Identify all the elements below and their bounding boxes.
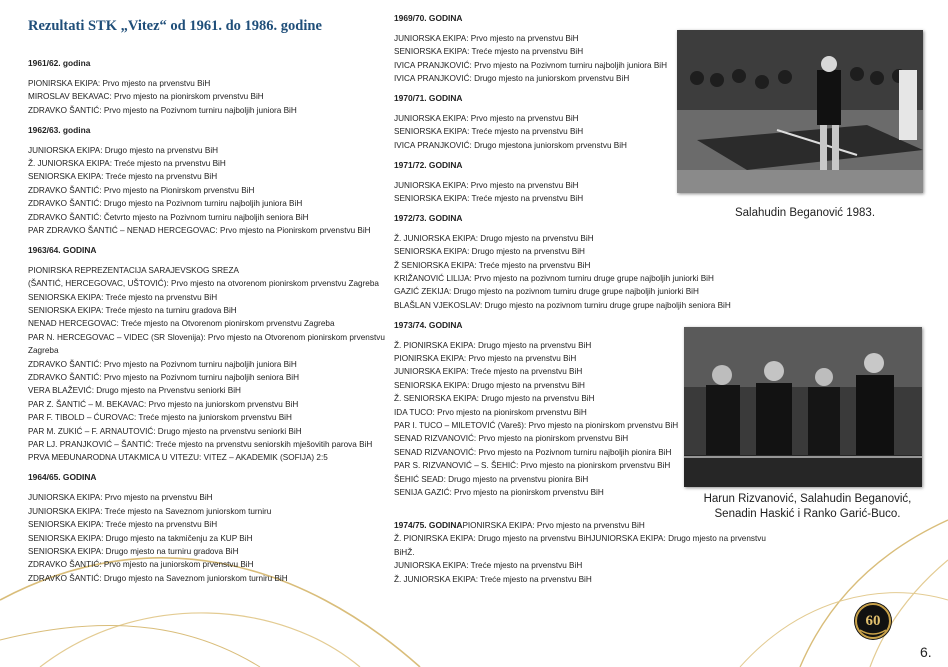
result-line: IVICA PRANJKOVIĆ: Drugo mjesto na juniorskom prvenstvu BiH [394,74,630,84]
season-heading: 1963/64. GODINA [28,244,97,255]
result-line: PAR S. RIZVANOVIĆ – S. ŠEHIĆ: Prvo mjesto na pionirskom prvenstvu BiH [394,461,671,471]
photo2-caption: Harun Rizvanović, Salahudin Beganović, Senadin Haskić i Ranko Garić-Buco. [703,493,912,520]
badge-number: 60 [865,613,881,629]
photo1-caption: Salahudin Beganović 1983. [734,207,876,219]
result-line: JUNIORSKA EKIPA: Drugo mjesto na prvenstvu BiH [28,145,219,155]
season-heading: 1974/75. GODINA [394,520,463,530]
result-line: JUNIORSKA EKIPA: Prvo mjesto na prvenstvu BiH [394,33,579,43]
results-left-column [28,57,400,585]
season-heading: 1972/73. GODINA [394,212,463,223]
team-group-photo [684,327,922,487]
result-line: SENIORSKA EKIPA: Drugo mjesto na takmičenju za KUP BiH [28,533,253,543]
result-line: ZDRAVKO ŠANTIĆ: Četvrto mjesto na Pozivnom turniru najboljih seniora BiH [28,212,309,222]
result-line: SENIORSKA EKIPA: Treće mjesto na prvenstvu BiH [28,520,218,530]
result-line: PAR LJ. PRANJKOVIĆ – ŠANTIĆ: Treće mjesto na prvenstvu seniorskih mješovitih parova BiH [28,440,373,450]
result-line: Ž. SENIORSKA EKIPA: Drugo mjesto na prvenstvu BiH [394,394,595,404]
result-line: SENAD RIZVANOVIĆ: Prvo mjesto na Pozivnom turniru najboljih pionira BiH [394,447,672,457]
result-line: JUNIORSKA EKIPA: Prvo mjesto na prvenstvu BiH [394,113,579,123]
result-line: IVICA PRANJKOVIĆ: Drugo mjestona juniorskom prvenstvu BiH [394,140,627,150]
result-line: ZDRAVKO ŠANTIĆ: Prvo mjesto na Pionirskom prvenstvu BiH [28,185,255,195]
result-line: ZDRAVKO ŠANTIĆ: Prvo mjesto na Pozivnom turniru najboljih juniora BiH [28,105,297,115]
result-line: BLAŠLAN VJEKOSLAV: Drugo mjesto na pozivnom turniru druge grupe najboljih seniora BiH [394,300,731,310]
result-line: SENIORSKA EKIPA: Drugo mjesto na prvenstvu BiH [394,380,585,390]
season-heading: 1964/65. GODINA [28,472,97,483]
season-heading: 1970/71. GODINA [394,93,463,104]
season-heading: 1962/63. godina [28,124,91,135]
result-line: SENIORSKA EKIPA: Treće mjesto na prvenstvu BiH [394,193,584,203]
result-line: JUNIORSKA EKIPA: Prvo mjesto na prvenstvu BiH [394,180,579,190]
result-line: VERA BLAŽEVIĆ: Drugo mjesto na Prvenstvu seniorki BiH [28,386,241,396]
result-line: ŠEHIĆ SEAD: Drugo mjesto na prvenstvu pionira BiH [394,474,589,484]
result-line: SENIORSKA EKIPA: Treće mjesto na prvenstvu BiH [394,47,584,57]
result-line: PIONIRSKA REPREZENTACIJA SARAJEVSKOG SREZA [28,265,239,275]
result-line: ZDRAVKO ŠANTIĆ: Prvo mjesto na Pozivnom turniru najboljih seniora BiH [28,373,300,383]
result-line: ZDRAVKO ŠANTIĆ: Drugo mjesto na Saveznom juniorskom turniru BiH [28,573,288,583]
result-line: SENAD RIZVANOVIĆ: Prvo mjesto na pionirskom prvenstvu BiH [394,434,629,444]
anniversary-badge [852,600,894,647]
result-line: SENIORSKA EKIPA: Treće mjesto na prvenstvu BiH [28,292,218,302]
season-heading: 1971/72. GODINA [394,159,463,170]
result-line: PAR F. TIBOLD – ĆUROVAC: Treće mjesto na juniorskom prvenstvu BiH [28,413,292,423]
result-line: Ž. JUNIORSKA EKIPA: Treće mjesto na prvenstvu BiH [394,574,592,584]
result-text: PIONIRSKA EKIPA: Prvo mjesto na prvenstvu BiH [462,521,645,530]
result-line: Ž. PIONIRSKA EKIPA: Drugo mjesto na prvenstvu BiH [394,340,592,350]
result-line: JUNIORSKA EKIPA: Treće mjesto na Saveznom juniorskom turniru [28,506,272,516]
result-line: SENIORSKA EKIPA: Treće mjesto na prvenstvu BiH [394,127,584,137]
result-line: SENIORSKA EKIPA: Drugo mjesto na turniru gradova BiH [28,546,239,556]
result-line: SENIORSKA EKIPA: Treće mjesto na prvenstvu BiH [28,172,218,182]
page-number: 6. [920,644,932,660]
result-line: IDA TUCO: Prvo mjesto na pionirskom prvenstvu BiH [394,407,587,417]
result-line: NENAD HERCEGOVAC: Treće mjesto na Otvorenom pionirskom prvenstvu Zagreba [28,319,335,329]
result-line: ZDRAVKO ŠANTIĆ: Prvo mjesto na juniorskom prvenstvu BiH [28,560,254,570]
result-line: PAR M. ZUKIĆ – F. ARNAUTOVIĆ: Drugo mjesto na prvenstvu seniorki BiH [28,426,302,436]
result-line: JUNIORSKA EKIPA: Treće mjesto na prvenstvu BiH [394,367,583,377]
season-heading: 1969/70. GODINA [394,13,463,23]
result-line: PIONIRSKA EKIPA: Prvo mjesto na prvenstvu BiH [28,78,211,88]
page-title: Rezultati STK „Vitez“ od 1961. do 1986. godine [28,18,322,34]
result-line: PAR N. HERCEGOVAC – VIDEC (SR Slovenija): Prvo mjesto na Otvorenom pionirskom prvenstvu Zagreba [28,332,385,356]
result-line: ZDRAVKO ŠANTIĆ: Prvo mjesto na Pozivnom turniru najboljih juniora BiH [28,359,297,369]
result-line: PAR Z. ŠANTIĆ – M. BEKAVAC: Prvo mjesto na juniorskom prvenstvu BiH [28,399,299,409]
result-line: SENIJA GAZIĆ: Prvo mjesto na pionirskom prvenstvu BiH [394,488,604,498]
result-line: JUNIORSKA EKIPA: Prvo mjesto na prvenstvu BiH [28,493,213,503]
result-line: PAR ZDRAVKO ŠANTIĆ – NENAD HERCEGOVAC: Prvo mjesto na Pionirskom prvenstvu BiH [28,225,371,235]
result-line: Ž. PIONIRSKA EKIPA: Drugo mjesto na prvenstvu BiHJUNIORSKA EKIPA: Drugo mjesto na prvenstvu BiHŽ. [394,534,766,557]
table-tennis-match-photo [677,30,923,193]
result-line: PAR I. TUCO – MILETOVIĆ (Vareš): Prvo mjesto na pionirskom prvenstvu BiH [394,421,679,431]
result-line: GAZIĆ ZEKIJA: Drugo mjesto na pozivnom turniru druge grupe najboljih juniorki BiH [394,287,699,297]
result-line: JUNIORSKA EKIPA: Treće mjesto na prvenstvu BiH [394,561,583,571]
result-line: Ž. JUNIORSKA EKIPA: Drugo mjesto na prvenstvu BiH [394,233,594,243]
result-line: ZDRAVKO ŠANTIĆ: Drugo mjesto na Pozivnom turniru najboljih juniora BiH [28,199,303,209]
result-line: Ž. JUNIORSKA EKIPA: Treće mjesto na prvenstvu BiH [28,158,226,168]
result-line: PRVA MEĐUNARODNA UTAKMICA U VITEZU: VITEZ – AKADEMIK (SOFIJA) 2:5 [28,453,328,463]
result-line: IVICA PRANJKOVIĆ: Prvo mjesto na Pozivnom turniru najboljih juniora BiH [394,60,668,70]
result-line: KRIŽANOVIĆ LILIJA: Prvo mjesto na pozivnom turniru druge grupe najboljih juniorki BiH [394,274,714,283]
result-line: (ŠANTIĆ, HERCEGOVAC, UŠTOVIĆ): Prvo mjesto na otvorenom pionirskom prvenstvu Zagreba [28,279,379,289]
result-line: MIROSLAV BEKAVAC: Prvo mjesto na pionirskom prvenstvu BiH [28,92,264,102]
season-heading: 1973/74. GODINA [394,319,463,330]
season-heading: 1961/62. godina [28,58,91,68]
result-line: PIONIRSKA EKIPA: Prvo mjesto na prvenstvu BiH [394,354,577,364]
result-line: SENIORSKA EKIPA: Treće mjesto na turniru gradova BiH [28,306,237,315]
result-line: SENIORSKA EKIPA: Drugo mjesto na prvenstvu BiH [394,247,585,257]
result-line: Ž SENIORSKA EKIPA: Treće mjesto na prvenstvu BiH [394,260,591,270]
